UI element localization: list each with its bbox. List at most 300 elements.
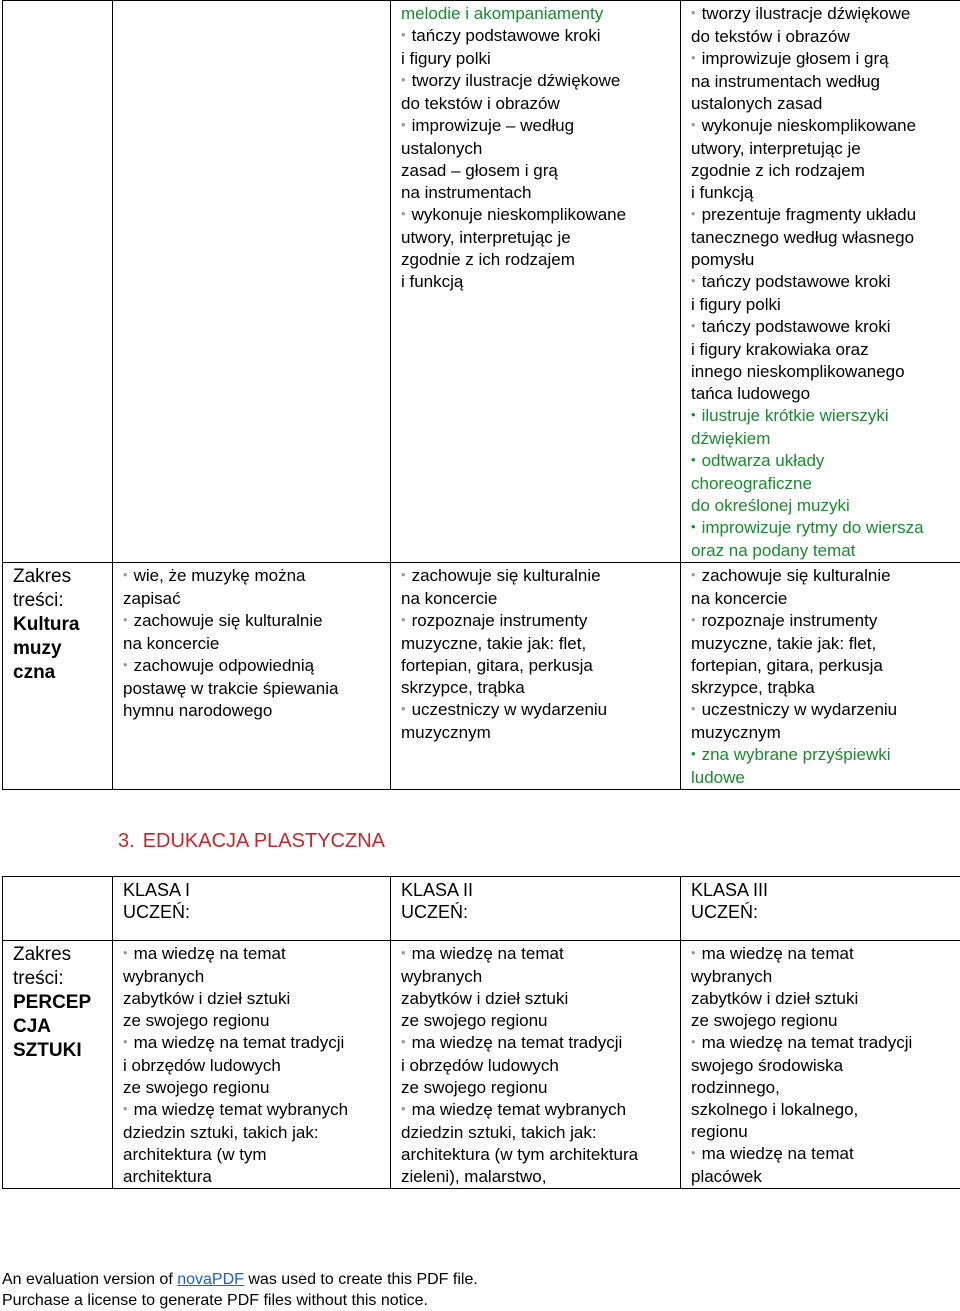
list-item-text: utwory, interpretując je — [691, 139, 861, 158]
list-item — [123, 565, 390, 610]
list-item-line — [401, 1032, 680, 1055]
list-item-line — [691, 294, 960, 316]
art-header-klasa3 — [681, 877, 960, 941]
bullet-icon: • — [401, 206, 406, 221]
music-klasa3-cell-upper — [681, 1, 960, 563]
list-item-line — [401, 25, 680, 48]
music-table — [2, 0, 960, 790]
list-item-text: tańczy podstawowe kroki — [411, 26, 601, 45]
music-klasa2-list — [391, 563, 680, 744]
list-item-text: i figury polki — [691, 295, 781, 314]
bullet-icon: • — [691, 612, 696, 627]
list-item-text: do tekstów i obrazów — [691, 27, 850, 46]
list-item-line — [401, 943, 680, 966]
music-klasa2-list-upper — [391, 1, 680, 293]
list-item-text: rodzinnego, — [691, 1078, 780, 1097]
list-item-line — [691, 966, 960, 988]
bullet-icon: • — [401, 27, 406, 42]
list-item-text: choreograficzne — [691, 474, 812, 493]
music-klasa3-list — [681, 563, 960, 789]
list-item-line — [691, 271, 960, 294]
list-item-line — [401, 655, 680, 677]
section-heading — [118, 830, 385, 852]
category-name: CJA — [13, 1016, 52, 1037]
list-item-text: zasad – głosem i grą — [401, 161, 558, 180]
list-item-line — [691, 655, 960, 677]
list-item-line — [123, 655, 390, 678]
list-item-line — [401, 966, 680, 988]
list-item-text: odtwarza układy — [701, 451, 825, 470]
list-item-line — [691, 138, 960, 160]
list-item-text: fortepian, gitara, perkusja — [401, 656, 593, 675]
music-row-kultura — [3, 563, 960, 790]
list-item-line — [691, 1166, 960, 1188]
list-item-text: ustalonych zasad — [691, 94, 823, 113]
list-item-line — [401, 3, 680, 25]
bullet-icon: • — [123, 1034, 128, 1049]
list-item-line — [691, 361, 960, 383]
list-item-text: na koncercie — [123, 634, 220, 653]
list-item-line — [401, 204, 680, 227]
list-item-line — [123, 1166, 390, 1188]
list-item-text: zabytków i dzieł sztuki — [123, 989, 291, 1008]
list-item-line — [123, 1099, 390, 1122]
music-klasa1-list — [113, 563, 390, 722]
bullet-icon: • — [691, 1034, 696, 1049]
list-item-text: tworzy ilustracje dźwiękowe — [701, 4, 911, 23]
bullet-icon: • — [123, 1101, 128, 1116]
list-item-line — [401, 160, 680, 182]
bullet-icon: • — [691, 206, 696, 221]
list-item-line — [123, 1010, 390, 1032]
art-header-klasa1 — [113, 877, 391, 941]
bullet-icon: • — [691, 1145, 696, 1160]
category-label: treści: — [13, 968, 64, 989]
list-item-text: muzycznym — [401, 723, 491, 742]
bullet-icon: • — [691, 567, 696, 582]
list-item-line — [691, 565, 960, 588]
list-item-line — [691, 610, 960, 633]
list-item-text: dziedzin sztuki, takich jak: — [401, 1123, 597, 1142]
list-item-line — [691, 71, 960, 93]
list-item-line — [401, 249, 680, 271]
list-item-text: zgodnie z ich rodzajem — [401, 250, 575, 269]
novapdf-link[interactable]: novaPDF — [177, 1271, 244, 1288]
list-item — [691, 204, 960, 271]
art-header-row — [3, 877, 960, 941]
list-item-line — [691, 1121, 960, 1143]
list-item-line — [401, 1166, 680, 1188]
bullet-icon: • — [691, 746, 696, 761]
list-item-text: hymnu narodowego — [123, 701, 273, 720]
list-item — [401, 70, 680, 115]
list-item-line — [401, 115, 680, 138]
evaluation-notice — [2, 1269, 478, 1311]
section-title: EDUKACJA PLASTYCZNA — [142, 830, 385, 852]
bullet-icon: • — [123, 567, 128, 582]
list-item-text: i obrzędów ludowych — [401, 1056, 559, 1075]
list-item-text: i funkcją — [401, 272, 464, 291]
list-item-line — [691, 339, 960, 361]
list-item — [691, 405, 960, 450]
category-label: Zakres — [13, 566, 72, 587]
art-klasa3-cell — [681, 941, 960, 1189]
list-item-text: utwory, interpretując je — [401, 228, 571, 247]
list-item-line — [691, 677, 960, 699]
list-item-line — [401, 1055, 680, 1077]
list-item-line — [123, 988, 390, 1010]
list-item-line — [691, 495, 960, 517]
list-item-text: dźwiękiem — [691, 429, 771, 448]
list-item-line — [123, 1144, 390, 1166]
bullet-icon: • — [691, 519, 696, 534]
list-item-text: ma wiedzę na temat — [133, 944, 286, 963]
list-item-text: ludowe — [691, 768, 745, 787]
list-item-text: wykonuje nieskomplikowane — [411, 205, 627, 224]
klasa-label: KLASA II — [401, 880, 474, 900]
list-item-text: muzyczne, takie jak: flet, — [401, 634, 587, 653]
list-item-text: skrzypce, trąbka — [401, 678, 525, 697]
music-klasa3-cell — [681, 563, 960, 790]
list-item-text: innego nieskomplikowanego — [691, 362, 905, 381]
bullet-icon: • — [691, 452, 696, 467]
bullet-icon: • — [401, 72, 406, 87]
list-item-line — [691, 227, 960, 249]
list-item-line — [691, 699, 960, 722]
list-item-line — [401, 93, 680, 115]
music-klasa2-cell — [391, 563, 681, 790]
list-item-line — [691, 1099, 960, 1121]
list-item-line — [691, 633, 960, 655]
list-item-line — [691, 988, 960, 1010]
bullet-icon: • — [691, 701, 696, 716]
art-klasa3-list — [681, 941, 960, 1188]
art-klasa1-cell — [113, 941, 391, 1189]
list-item — [691, 1032, 960, 1143]
list-item — [691, 744, 960, 789]
list-item — [691, 115, 960, 204]
list-item-text: na instrumentach według — [691, 72, 881, 91]
list-item — [691, 517, 960, 562]
bullet-icon: • — [691, 117, 696, 132]
list-item — [123, 943, 390, 1032]
list-item — [401, 943, 680, 1032]
list-item-line — [691, 1055, 960, 1077]
list-item — [691, 3, 960, 48]
section-number: 3. — [118, 830, 135, 852]
list-item-text: prezentuje fragmenty układu — [701, 205, 917, 224]
list-item-line — [401, 48, 680, 70]
list-item-line — [401, 138, 680, 160]
art-klasa2-list — [391, 941, 680, 1188]
list-item-text: ma wiedzę temat wybranych — [133, 1100, 349, 1119]
list-item-line — [401, 182, 680, 204]
bullet-icon: • — [691, 945, 696, 960]
list-item-line — [691, 182, 960, 204]
list-item-line — [691, 1077, 960, 1099]
list-item-line — [123, 588, 390, 610]
list-item-text: zieleni), malarstwo, — [401, 1167, 547, 1186]
list-item-text: muzyczne, takie jak: flet, — [691, 634, 877, 653]
art-header-empty — [3, 877, 113, 941]
list-item-text: i figury polki — [401, 49, 491, 68]
list-item-line — [691, 3, 960, 26]
list-item-line — [691, 204, 960, 227]
category-label: Zakres — [13, 944, 72, 965]
art-header-klasa2 — [391, 877, 681, 941]
list-item-line — [401, 1099, 680, 1122]
list-item-text: architektura (w tym — [123, 1145, 267, 1164]
list-item — [691, 271, 960, 316]
list-item-line — [691, 540, 960, 562]
list-item — [123, 610, 390, 655]
list-item — [401, 204, 680, 293]
list-item-line — [401, 633, 680, 655]
list-item-line — [401, 1010, 680, 1032]
list-item-line — [691, 943, 960, 966]
list-item-text: zachowuje się kulturalnie — [133, 611, 323, 630]
list-item-text: ustalonych — [401, 139, 483, 158]
list-item-line — [401, 1077, 680, 1099]
music-klasa1-cell-upper — [113, 1, 391, 563]
list-item-line — [401, 588, 680, 610]
list-item-line — [691, 48, 960, 71]
list-item-text: uczestniczy w wydarzeniu — [411, 700, 608, 719]
list-item-line — [401, 699, 680, 722]
list-item-text: muzycznym — [691, 723, 781, 742]
list-item-text: ze swojego regionu — [691, 1011, 838, 1030]
list-item-line — [401, 988, 680, 1010]
bullet-icon: • — [691, 273, 696, 288]
list-item-line — [401, 227, 680, 249]
list-item — [123, 655, 390, 722]
uczen-label: UCZEŃ: — [123, 902, 190, 922]
category-name: czna — [13, 662, 56, 683]
music-klasa3-list-upper — [681, 1, 960, 562]
art-klasa1-list — [113, 941, 390, 1188]
list-item — [123, 1032, 390, 1099]
art-row-percepcja — [3, 941, 960, 1189]
list-item — [401, 610, 680, 699]
music-klasa2-cell-upper — [391, 1, 681, 563]
category-name: Kultura — [13, 614, 80, 635]
list-item-line — [691, 93, 960, 115]
bullet-icon: • — [401, 701, 406, 716]
list-item-text: ma wiedzę na temat — [411, 944, 564, 963]
list-item-text: zapisać — [123, 589, 181, 608]
list-item-line — [691, 1010, 960, 1032]
bullet-icon: • — [691, 407, 696, 422]
list-item-text: wybranych — [401, 967, 483, 986]
list-item-line — [401, 610, 680, 633]
list-item-line — [123, 966, 390, 988]
list-item-text: dziedzin sztuki, takich jak: — [123, 1123, 319, 1142]
list-item-text: i obrzędów ludowych — [123, 1056, 281, 1075]
list-item — [691, 48, 960, 115]
art-klasa2-cell — [391, 941, 681, 1189]
list-item-line — [401, 271, 680, 293]
category-label: treści: — [13, 590, 64, 611]
list-item-text: improwizuje głosem i grą — [701, 49, 889, 68]
list-item-text: ma wiedzę na temat tradycji — [411, 1033, 623, 1052]
bullet-icon: • — [401, 117, 406, 132]
list-item-line — [691, 473, 960, 495]
list-item-line — [401, 1144, 680, 1166]
list-item-text: do określonej muzyki — [691, 496, 850, 515]
list-item-text: wybranych — [123, 967, 205, 986]
list-item-text: na koncercie — [691, 589, 788, 608]
bullet-icon: • — [401, 567, 406, 582]
list-item-text: zachowuje się kulturalnie — [701, 566, 891, 585]
music-row-upper — [3, 1, 960, 563]
list-item-line — [123, 700, 390, 722]
list-item — [401, 1032, 680, 1099]
list-item-text: i figury krakowiaka oraz — [691, 340, 869, 359]
list-item-text: zgodnie z ich rodzajem — [691, 161, 865, 180]
list-item-text: ma wiedzę na temat — [701, 944, 854, 963]
list-item-line — [401, 1122, 680, 1144]
list-item-line — [691, 1032, 960, 1055]
bullet-icon: • — [123, 945, 128, 960]
music-category-cell-upper — [3, 1, 113, 563]
list-item-line — [691, 744, 960, 767]
list-item-line — [123, 610, 390, 633]
list-item-text: fortepian, gitara, perkusja — [691, 656, 883, 675]
list-item — [691, 1143, 960, 1188]
list-item-text: postawę w trakcie śpiewania — [123, 679, 339, 698]
notice-line-1 — [2, 1269, 478, 1290]
music-category-cell — [3, 563, 113, 790]
list-item-text: tańczy podstawowe kroki — [701, 272, 891, 291]
list-item-text: regionu — [691, 1122, 748, 1141]
category-name: PERCEP — [13, 992, 92, 1013]
list-item-text: tanecznego według własnego — [691, 228, 915, 247]
list-item — [691, 565, 960, 610]
list-item-line — [691, 428, 960, 450]
list-item-line — [401, 722, 680, 744]
list-item — [401, 115, 680, 204]
list-item — [401, 25, 680, 70]
list-item-text: architektura (w tym architektura — [401, 1145, 639, 1164]
list-item-text: na instrumentach — [401, 183, 532, 202]
uczen-label: UCZEŃ: — [691, 902, 758, 922]
list-item-text: ze swojego regionu — [401, 1011, 548, 1030]
bullet-icon: • — [123, 657, 128, 672]
list-item-text: zachowuje odpowiednią — [133, 656, 315, 675]
bullet-icon: • — [401, 1101, 406, 1116]
list-item-line — [691, 383, 960, 405]
list-item-text: zabytków i dzieł sztuki — [401, 989, 569, 1008]
list-item-text: wybranych — [691, 967, 773, 986]
list-item-text: oraz na podany temat — [691, 541, 856, 560]
list-item-text: zabytków i dzieł sztuki — [691, 989, 859, 1008]
list-item-text: melodie i akompaniamenty — [401, 4, 604, 23]
list-item-line — [691, 722, 960, 744]
list-item-line — [401, 677, 680, 699]
list-item-line — [401, 565, 680, 588]
list-item-line — [123, 565, 390, 588]
list-item-text: architektura — [123, 1167, 212, 1186]
list-item — [691, 610, 960, 699]
list-item-text: ma wiedzę na temat tradycji — [133, 1033, 345, 1052]
list-item-text: i funkcją — [691, 183, 754, 202]
list-item-text: rozpoznaje instrumenty — [411, 611, 588, 630]
list-item-text: wie, że muzykę można — [133, 566, 306, 585]
list-item-text: szkolnego i lokalnego, — [691, 1100, 859, 1119]
list-item-line — [123, 633, 390, 655]
list-item-line — [691, 316, 960, 339]
list-item-line — [691, 405, 960, 428]
list-item-line — [691, 26, 960, 48]
list-item-text: placówek — [691, 1167, 762, 1186]
list-item — [123, 1099, 390, 1188]
bullet-icon: • — [691, 5, 696, 20]
list-item — [691, 316, 960, 405]
list-item-text: ilustruje krótkie wierszyki — [701, 406, 889, 425]
klasa-label: KLASA I — [123, 880, 191, 900]
klasa-label: KLASA III — [691, 880, 769, 900]
list-item-text: ze swojego regionu — [123, 1078, 270, 1097]
list-item-line — [401, 70, 680, 93]
bullet-icon: • — [691, 318, 696, 333]
list-item-text: ze swojego regionu — [123, 1011, 270, 1030]
list-item — [401, 3, 680, 25]
list-item-text: na koncercie — [401, 589, 498, 608]
list-item-text: improwizuje – według — [411, 116, 575, 135]
list-item — [401, 1099, 680, 1188]
music-klasa1-cell — [113, 563, 391, 790]
list-item — [401, 565, 680, 610]
list-item-text: rozpoznaje instrumenty — [701, 611, 878, 630]
list-item-line — [691, 588, 960, 610]
list-item-text: ma wiedzę na temat — [701, 1144, 854, 1163]
list-item-line — [123, 1055, 390, 1077]
list-item-text: pomysłu — [691, 250, 755, 269]
bullet-icon: • — [401, 945, 406, 960]
list-item-line — [691, 115, 960, 138]
notice-line-2: Purchase a license to generate PDF files without this notice. — [2, 1292, 428, 1309]
list-item-line — [123, 678, 390, 700]
list-item-text: swojego środowiska — [691, 1056, 844, 1075]
list-item-text: tańca ludowego — [691, 384, 811, 403]
list-item — [401, 699, 680, 744]
list-item-text: ze swojego regionu — [401, 1078, 548, 1097]
art-category-cell — [3, 941, 113, 1189]
list-item-line — [691, 517, 960, 540]
list-item-line — [691, 249, 960, 271]
list-item-text: tworzy ilustracje dźwiękowe — [411, 71, 621, 90]
list-item — [691, 450, 960, 517]
list-item-line — [691, 1143, 960, 1166]
list-item — [691, 943, 960, 1032]
category-name: muzy — [13, 638, 62, 659]
category-name: SZTUKI — [13, 1040, 82, 1061]
list-item-line — [123, 943, 390, 966]
list-item-line — [123, 1122, 390, 1144]
list-item-text: improwizuje rytmy do wiersza — [701, 518, 924, 537]
list-item-line — [691, 450, 960, 473]
notice-prefix: An evaluation version of — [2, 1271, 178, 1288]
list-item-text: ma wiedzę na temat tradycji — [701, 1033, 913, 1052]
uczen-label: UCZEŃ: — [401, 902, 468, 922]
list-item-text: uczestniczy w wydarzeniu — [701, 700, 898, 719]
list-item — [691, 699, 960, 744]
list-item-text: zachowuje się kulturalnie — [411, 566, 601, 585]
list-item-text: skrzypce, trąbka — [691, 678, 815, 697]
list-item-text: zna wybrane przyśpiewki — [701, 745, 891, 764]
bullet-icon: • — [401, 1034, 406, 1049]
list-item-text: wykonuje nieskomplikowane — [701, 116, 917, 135]
